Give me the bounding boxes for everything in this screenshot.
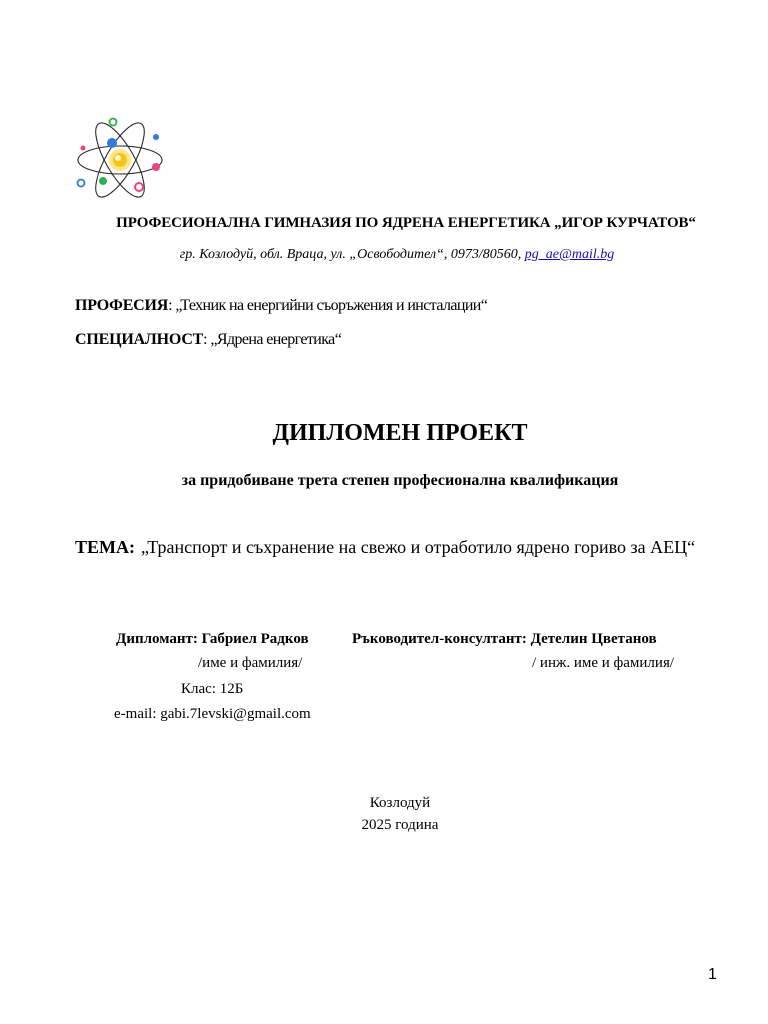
footer-year: 2025 година (361, 817, 439, 833)
document-title: ДИПЛОМЕН ПРОЕКТ (272, 420, 528, 446)
topic-label: ТЕМА: (75, 537, 135, 557)
specialty-line (75, 331, 341, 349)
student-email: e-mail: gabi.7levski@gmail.com (114, 706, 311, 722)
topic-line (75, 537, 695, 558)
profession-value: : „Техник на енергийни съоръжения и инсталации“ (168, 297, 488, 314)
profession-label: ПРОФЕСИЯ (75, 297, 169, 314)
school-address (0, 247, 768, 263)
school-email-link[interactable]: pg_ae@mail.bg (524, 247, 615, 262)
footer-city: Козлодуй (369, 795, 431, 811)
supervisor-name-hint: / инж. име и фамилия/ (532, 655, 675, 671)
school-logo (74, 114, 166, 198)
topic-value: „Транспорт и съхранение на свежо и отработило ядрено гориво за АЕЦ“ (141, 537, 696, 557)
specialty-value: : „Ядрена енергетика“ (203, 331, 342, 348)
supervisor-name: Ръководител-консултант: Детелин Цветанов (352, 631, 657, 647)
student-class: Клас: 12Б (181, 681, 244, 697)
student-name-hint: /име и фамилия/ (198, 655, 303, 671)
atom-icon (74, 114, 166, 198)
school-name: ПРОФЕСИОНАЛНА ГИМНАЗИЯ ПО ЯДРЕНА ЕНЕРГЕТИКА „ИГОР КУРЧАТОВ“ (116, 215, 696, 231)
document-subtitle: за придобиване трета степен професионална квалификация (181, 472, 619, 489)
profession-line (75, 297, 487, 315)
page-number: 1 (708, 966, 717, 983)
address-text: гр. Козлодуй, обл. Враца, ул. „Освободител“, 0973/80560, (179, 247, 522, 262)
student-name: Дипломант: Габриел Радков (116, 631, 309, 647)
specialty-label: СПЕЦИАЛНОСТ (75, 331, 204, 348)
